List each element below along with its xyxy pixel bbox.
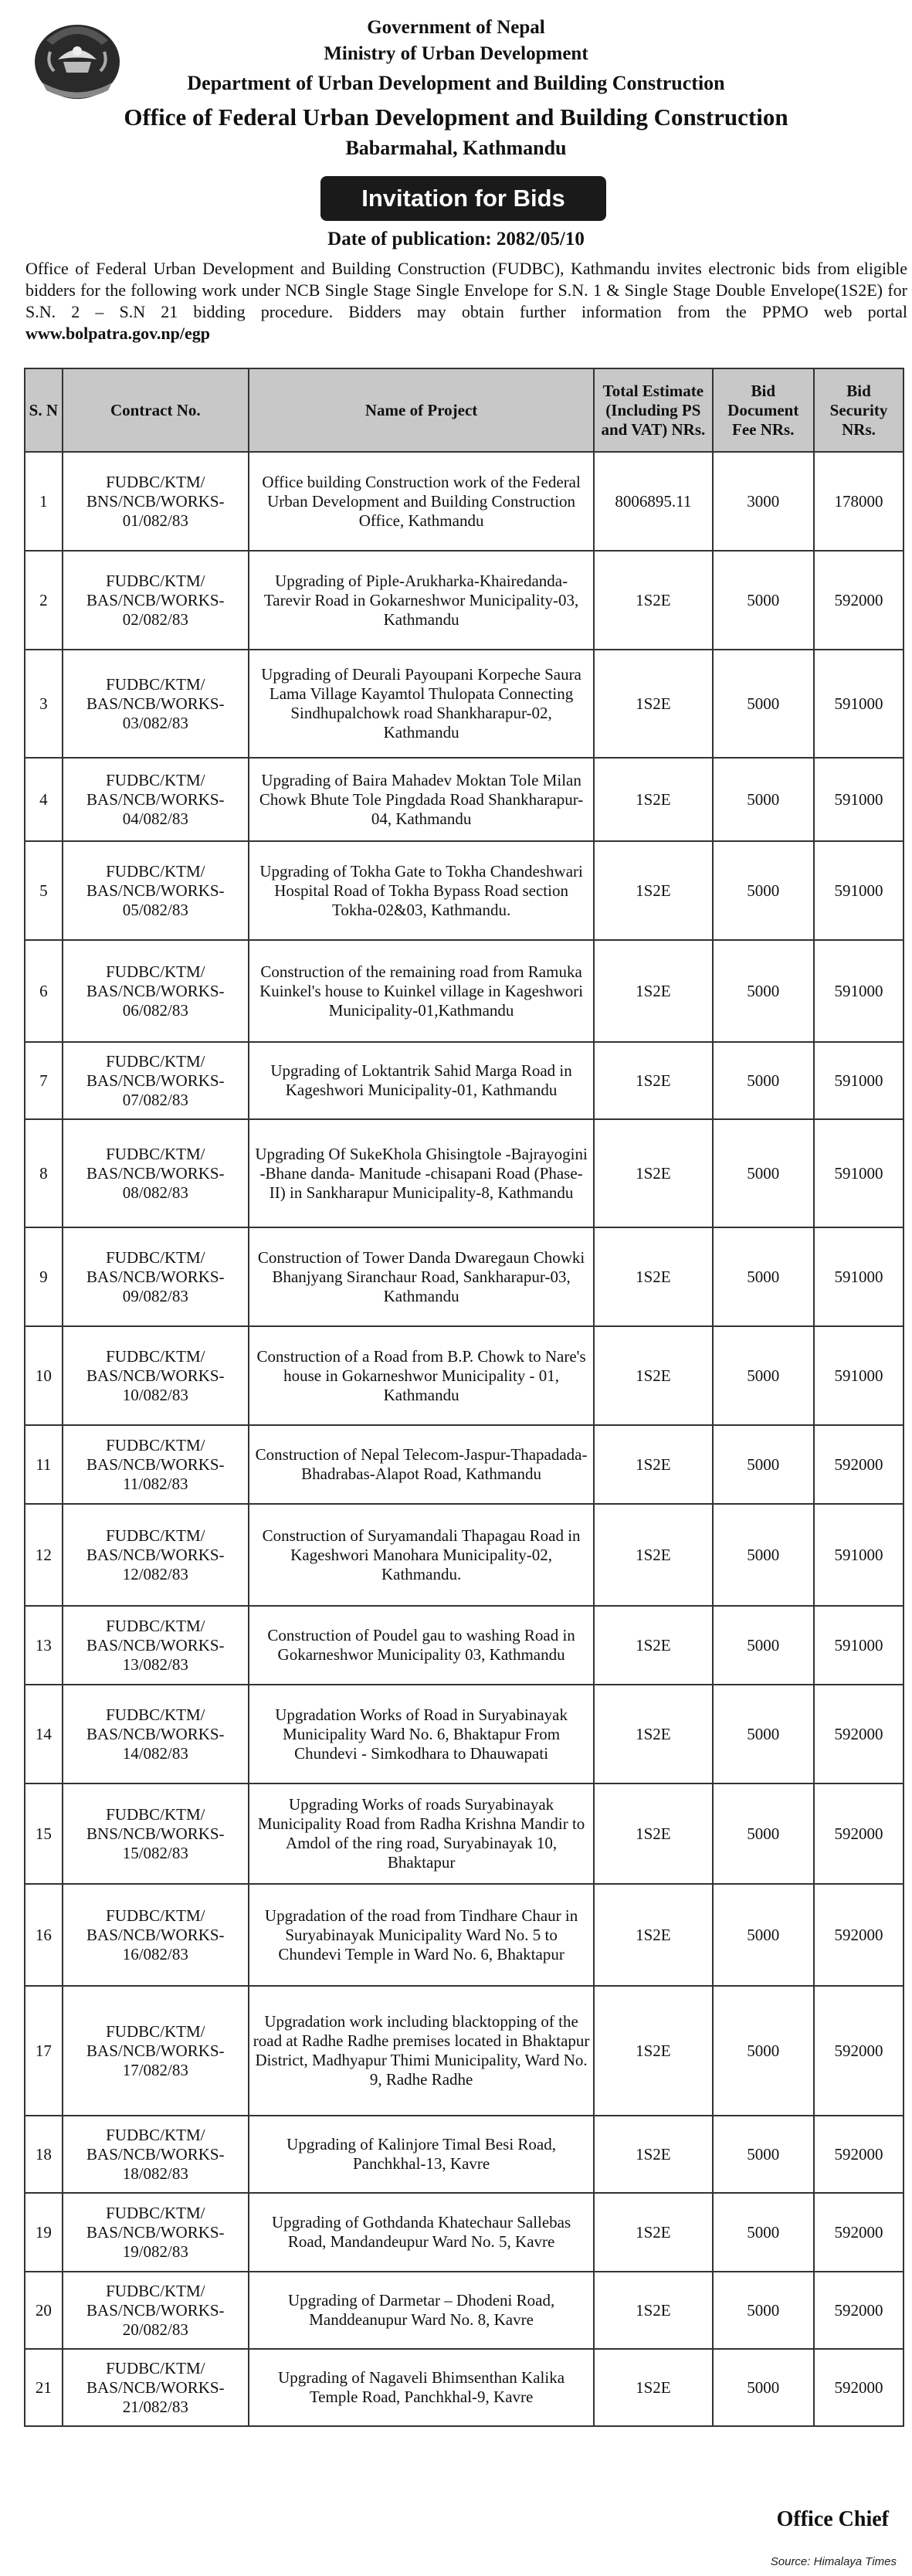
table-row [25,1326,904,1425]
cell-sn: 7 [25,1042,63,1119]
cell-estimate: 8006895.11 [594,452,712,551]
table-row [25,1042,904,1119]
cell-contract: FUDBC/KTM/ BAS/NCB/WORKS- 08/082/83 [63,1119,249,1227]
cell-fee: 3000 [713,452,815,551]
cell-estimate: 1S2E [594,1606,712,1685]
table-header-row [25,368,904,452]
cell-sn: 8 [25,1119,63,1227]
cell-sn: 21 [25,2349,63,2426]
header-ministry: Ministry of Urban Development [324,43,588,64]
cell-estimate: 1S2E [594,2272,712,2349]
cell-security: 592000 [814,1884,904,1986]
cell-fee: 5000 [713,758,815,841]
cell-contract: FUDBC/KTM/ BNS/NCB/WORKS- 01/082/83 [63,452,249,551]
cell-security: 592000 [814,551,904,650]
cell-estimate: 1S2E [594,1326,712,1425]
cell-security: 178000 [814,452,904,551]
cell-project: Upgrading Of SukeKhola Ghisingtole -Bajrayogini -Bhane danda- Manitude -chisapani Road (Phase-II) in Sankharapur Municipality-8, Kathmandu [249,1119,594,1227]
cell-estimate: 1S2E [594,2193,712,2272]
cell-contract: FUDBC/KTM/ BAS/NCB/WORKS- 20/082/83 [63,2272,249,2349]
cell-contract: FUDBC/KTM/ BNS/NCB/WORKS- 15/082/83 [63,1784,249,1884]
cell-fee: 5000 [713,1042,815,1119]
header-estimate: Total Estimate (Including PS and VAT) NRs. [594,368,712,452]
cell-project: Office building Construction work of the Federal Urban Development and Building Construction Office, Kathmandu [249,452,594,551]
cell-project: Upgrading of Darmetar – Dhodeni Road, Manddeanupur Ward No. 8, Kavre [249,2272,594,2349]
table-row [25,940,904,1042]
cell-security: 591000 [814,758,904,841]
cell-security: 592000 [814,1784,904,1884]
cell-estimate: 1S2E [594,758,712,841]
cell-fee: 5000 [713,1227,815,1326]
cell-project: Upgrading of Gothdanda Khatechaur Sallebas Road, Mandandeupur Ward No. 5, Kavre [249,2193,594,2272]
cell-sn: 3 [25,650,63,758]
cell-security: 591000 [814,1227,904,1326]
cell-estimate: 1S2E [594,1425,712,1504]
header-sn: S. N [25,368,63,452]
cell-contract: FUDBC/KTM/ BAS/NCB/WORKS- 07/082/83 [63,1042,249,1119]
table-body [25,452,904,2426]
cell-project: Construction of a Road from B.P. Chowk to Nare's house in Gokarneshwor Municipality - 01, Kathmandu [249,1326,594,1425]
cell-project: Upgradation of the road from Tindhare Chaur in Suryabinayak Municipality Ward No. 5 to Chundevi Temple in Ward No. 6, Bhaktapur [249,1884,594,1986]
cell-security: 592000 [814,1986,904,2116]
cell-sn: 10 [25,1326,63,1425]
table-row [25,1606,904,1685]
cell-estimate: 1S2E [594,2349,712,2426]
table-row [25,2116,904,2193]
table-row [25,2193,904,2272]
table-row [25,758,904,841]
cell-contract: FUDBC/KTM/ BAS/NCB/WORKS- 16/082/83 [63,1884,249,1986]
cell-security: 591000 [814,1606,904,1685]
ppmo-link[interactable]: www.bolpatra.gov.np/egp [25,324,210,343]
cell-project: Upgrading of Loktantrik Sahid Marga Road in Kageshwori Municipality-01, Kathmandu [249,1042,594,1119]
cell-project: Upgrading of Nagaveli Bhimsenthan Kalika Temple Road, Panchkhal-9, Kavre [249,2349,594,2426]
header-government: Government of Nepal [367,17,545,38]
cell-project: Upgrading of Tokha Gate to Tokha Chandeshwari Hospital Road of Tokha Bypass Road section Tokha-02&03, Kathmandu. [249,841,594,940]
cell-project: Upgrading of Kalinjore Timal Besi Road, Panchkhal-13, Kavre [249,2116,594,2193]
cell-contract: FUDBC/KTM/ BAS/NCB/WORKS- 13/082/83 [63,1606,249,1685]
cell-contract: FUDBC/KTM/ BAS/NCB/WORKS- 04/082/83 [63,758,249,841]
cell-security: 592000 [814,1425,904,1504]
cell-contract: FUDBC/KTM/ BAS/NCB/WORKS- 21/082/83 [63,2349,249,2426]
cell-security: 591000 [814,1042,904,1119]
cell-estimate: 1S2E [594,1685,712,1784]
notice-title: Invitation for Bids [320,176,606,221]
table-row [25,1227,904,1326]
cell-security: 591000 [814,940,904,1042]
cell-sn: 1 [25,452,63,551]
cell-sn: 5 [25,841,63,940]
cell-project: Construction of Tower Danda Dwaregaun Chowki Bhanjyang Siranchaur Road, Sankharapur-03, Kathmandu [249,1227,594,1326]
cell-sn: 14 [25,1685,63,1784]
cell-estimate: 1S2E [594,841,712,940]
cell-sn: 15 [25,1784,63,1884]
cell-estimate: 1S2E [594,650,712,758]
cell-estimate: 1S2E [594,1784,712,1884]
table-row [25,452,904,551]
cell-project: Upgrading of Deurali Payoupani Korpeche Saura Lama Village Kayamtol Thulopata Connecting Sindhupalchowk road Shankharapur-02, Kathmandu [249,650,594,758]
cell-project: Construction of Suryamandali Thapagau Road in Kageshwori Manohara Municipality-02, Kathmandu. [249,1504,594,1606]
cell-security: 591000 [814,841,904,940]
publication-date: Date of publication: 2082/05/10 [327,229,585,249]
header-security: Bid Security NRs. [814,368,904,452]
cell-security: 592000 [814,2193,904,2272]
cell-project: Upgrading of Baira Mahadev Moktan Tole Milan Chowk Bhute Tole Pingdada Road Shankharapur-04, Kathmandu [249,758,594,841]
cell-project: Upgradation Works of Road in Suryabinayak Municipality Ward No. 6, Bhaktapur From Chundevi - Simkodhara to Dhauwapati [249,1685,594,1784]
signature-office-chief: Office Chief [776,2507,889,2531]
table-row [25,650,904,758]
cell-sn: 9 [25,1227,63,1326]
table-row [25,1784,904,1884]
cell-fee: 5000 [713,1504,815,1606]
cell-security: 592000 [814,1685,904,1784]
cell-contract: FUDBC/KTM/ BAS/NCB/WORKS- 10/082/83 [63,1326,249,1425]
cell-fee: 5000 [713,1884,815,1986]
cell-estimate: 1S2E [594,940,712,1042]
cell-project: Upgrading Works of roads Suryabinayak Municipality Road from Radha Krishna Mandir to Amdol of the ring road, Suryabinayak 10, Bhaktapur [249,1784,594,1884]
source-credit: Source: Himalaya Times [770,2555,897,2568]
cell-fee: 5000 [713,2116,815,2193]
table-row [25,1685,904,1784]
cell-sn: 4 [25,758,63,841]
cell-contract: FUDBC/KTM/ BAS/NCB/WORKS- 18/082/83 [63,2116,249,2193]
cell-estimate: 1S2E [594,1042,712,1119]
cell-security: 591000 [814,650,904,758]
cell-contract: FUDBC/KTM/ BAS/NCB/WORKS- 03/082/83 [63,650,249,758]
cell-contract: FUDBC/KTM/ BAS/NCB/WORKS- 06/082/83 [63,940,249,1042]
cell-sn: 6 [25,940,63,1042]
cell-estimate: 1S2E [594,1986,712,2116]
table-row [25,841,904,940]
header-project: Name of Project [249,368,594,452]
header-fee: Bid Document Fee NRs. [713,368,815,452]
cell-project: Construction of Poudel gau to washing Road in Gokarneshwor Municipality 03, Kathmandu [249,1606,594,1685]
cell-contract: FUDBC/KTM/ BAS/NCB/WORKS- 17/082/83 [63,1986,249,2116]
cell-fee: 5000 [713,1326,815,1425]
cell-sn: 17 [25,1986,63,2116]
header-office: Office of Federal Urban Development and Building Construction [124,104,788,131]
cell-fee: 5000 [713,1119,815,1227]
cell-contract: FUDBC/KTM/ BAS/NCB/WORKS- 02/082/83 [63,551,249,650]
table-row [25,1119,904,1227]
cell-sn: 18 [25,2116,63,2193]
cell-security: 591000 [814,1326,904,1425]
cell-contract: FUDBC/KTM/ BAS/NCB/WORKS- 14/082/83 [63,1685,249,1784]
cell-contract: FUDBC/KTM/ BAS/NCB/WORKS- 19/082/83 [63,2193,249,2272]
cell-sn: 11 [25,1425,63,1504]
cell-contract: FUDBC/KTM/ BAS/NCB/WORKS- 09/082/83 [63,1227,249,1326]
cell-sn: 2 [25,551,63,650]
cell-security: 592000 [814,2116,904,2193]
table-row [25,551,904,650]
table-row [25,2349,904,2426]
cell-security: 592000 [814,2349,904,2426]
table-row [25,1986,904,2116]
cell-fee: 5000 [713,2193,815,2272]
cell-fee: 5000 [713,650,815,758]
cell-contract: FUDBC/KTM/ BAS/NCB/WORKS- 12/082/83 [63,1504,249,1606]
table-row [25,1884,904,1986]
bids-table [24,368,904,2427]
cell-fee: 5000 [713,2349,815,2426]
cell-project: Upgrading of Piple-Arukharka-Khairedanda-Tarevir Road in Gokarneshwor Municipality-03, Kathmandu [249,551,594,650]
cell-sn: 13 [25,1606,63,1685]
cell-fee: 5000 [713,2272,815,2349]
cell-project: Upgradation work including blacktopping of the road at Radhe Radhe premises located in Bhaktapur District, Madhyapur Thimi Municipality, Ward No. 9, Radhe Radhe [249,1986,594,2116]
cell-project: Construction of Nepal Telecom-Jaspur-Thapadada-Bhadrabas-Alapot Road, Kathmandu [249,1425,594,1504]
table-row [25,1425,904,1504]
cell-fee: 5000 [713,1784,815,1884]
cell-fee: 5000 [713,841,815,940]
cell-estimate: 1S2E [594,1504,712,1606]
intro-text: Office of Federal Urban Development and Building Construction (FUDBC), Kathmandu invites electronic bids from eligible bidders for the following work under NCB Single Stage Single Envelope for S.N. 1 & Single Stage Double Envelope(1S2E) for S.N. 2 – S.N 21 bidding procedure. Bidders may obtain further information from the PPMO web portal [25,259,907,321]
cell-contract: FUDBC/KTM/ BAS/NCB/WORKS- 11/082/83 [63,1425,249,1504]
cell-security: 591000 [814,1504,904,1606]
header-department: Department of Urban Development and Building Construction [187,72,725,94]
cell-estimate: 1S2E [594,2116,712,2193]
cell-sn: 12 [25,1504,63,1606]
cell-sn: 19 [25,2193,63,2272]
header-address: Babarmahal, Kathmandu [345,137,567,159]
cell-security: 591000 [814,1119,904,1227]
cell-fee: 5000 [713,940,815,1042]
cell-fee: 5000 [713,1606,815,1685]
header-contract: Contract No. [63,368,249,452]
cell-fee: 5000 [713,1986,815,2116]
cell-fee: 5000 [713,1425,815,1504]
table-row [25,1504,904,1606]
cell-sn: 16 [25,1884,63,1986]
cell-contract: FUDBC/KTM/ BAS/NCB/WORKS- 05/082/83 [63,841,249,940]
intro-paragraph [25,258,907,344]
cell-estimate: 1S2E [594,1884,712,1986]
cell-estimate: 1S2E [594,1119,712,1227]
cell-project: Construction of the remaining road from Ramuka Kuinkel's house to Kuinkel village in Kageshwori Municipality-01,Kathmandu [249,940,594,1042]
cell-sn: 20 [25,2272,63,2349]
cell-security: 592000 [814,2272,904,2349]
cell-estimate: 1S2E [594,1227,712,1326]
cell-fee: 5000 [713,551,815,650]
cell-estimate: 1S2E [594,551,712,650]
cell-fee: 5000 [713,1685,815,1784]
table-row [25,2272,904,2349]
